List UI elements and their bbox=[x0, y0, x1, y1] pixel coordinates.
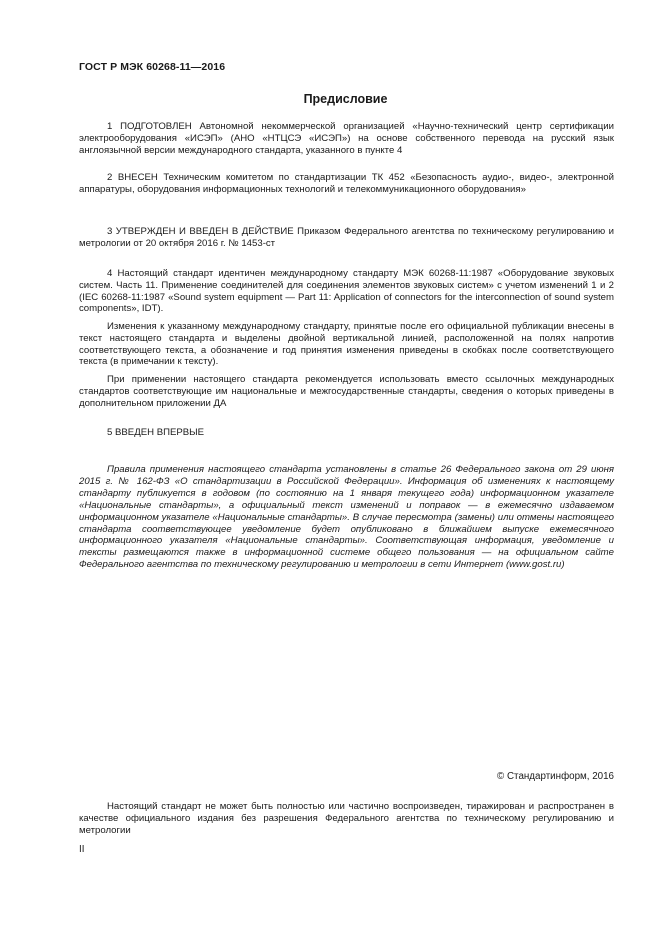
standard-identifier: ГОСТ Р МЭК 60268-11—2016 bbox=[79, 61, 226, 73]
copyright-notice: © Стандартинформ, 2016 bbox=[497, 771, 614, 782]
paragraph-approved: 3 УТВЕРЖДЕН И ВВЕДЕН В ДЕЙСТВИЕ Приказом Федерального агентства по техническому регулированию и метрологии от 20 октября 2016 г. № 1453-ст bbox=[79, 226, 614, 249]
page-title: Предисловие bbox=[303, 92, 388, 106]
paragraph-identical-standard: 4 Настоящий стандарт идентичен международному стандарту МЭК 60268-11:1987 «Оборудование звуковых систем. Часть 11. Применение соединителей для соединения элементов звуковых систем» с учетом изменений 1 и 2 (IEC 60268-11:1987 «Sound system equipment — Part 11: Application of connectors for the interconnection of sound system components», IDT). bbox=[79, 268, 614, 315]
paragraph-references: При применении настоящего стандарта рекомендуется использовать вместо ссылочных международных стандартов соответствующие им национальные и межгосударственные стандарты, сведения о которых приведены в дополнительном приложении ДА bbox=[79, 374, 614, 409]
paragraph-first-introduced: 5 ВВЕДЕН ВПЕРВЫЕ bbox=[107, 427, 205, 438]
paragraph-prepared-by: 1 ПОДГОТОВЛЕН Автономной некоммерческой организацией «Научно-технический центр сертификации электрооборудования «ИСЭП» (АНО «НТЦСЭ «ИСЭП») на основе собственного перевода на русский язык англоязычной версии международного стандарта, указанного в пункте 4 bbox=[79, 121, 614, 156]
paragraph-amendments: Изменения к указанному международному стандарту, принятые после его официальной публикации внесены в текст настоящего стандарта и выделены двойной вертикальной линией, расположенной на полях напротив соответствующего текста, а обозначение и год принятия изменения приведены в скобках после соответствующего текста (в примечании к тексту). bbox=[79, 321, 614, 368]
application-rules-notice: Правила применения настоящего стандарта установлены в статье 26 Федерального закона от 29 июня 2015 г. № 162-ФЗ «О стандартизации в Российской Федерации». Информация об изменениях к настоящему стандарту публикуется в годовом (по состоянию на 1 января текущего года) информационном указателе «Национальные стандарты», а официальный текст изменений и поправок — в ежемесячно издаваемом информационном указателе «Национальные стандарты». В случае пересмотра (замены) или отмены настоящего стандарта соответствующее уведомление будет опубликовано в ближайшем выпуске ежемесячного информационного указателя «Национальные стандарты». Соответствующая информация, уведомление и тексты размещаются также в информационной системе общего пользования — на официальном сайте Федерального агентства по техническому регулированию и метрологии в сети Интернет (www.gost.ru) bbox=[79, 464, 614, 571]
reproduction-notice: Настоящий стандарт не может быть полностью или частично воспроизведен, тиражирован и распространен в качестве официального издания без разрешения Федерального агентства по техническому регулированию и метрологии bbox=[79, 801, 614, 836]
paragraph-submitted-by: 2 ВНЕСЕН Техническим комитетом по стандартизации ТК 452 «Безопасность аудио-, видео-, электронной аппаратуры, оборудования информационных технологий и телекоммуникационного оборудования» bbox=[79, 172, 614, 195]
page-number: II bbox=[79, 844, 85, 855]
